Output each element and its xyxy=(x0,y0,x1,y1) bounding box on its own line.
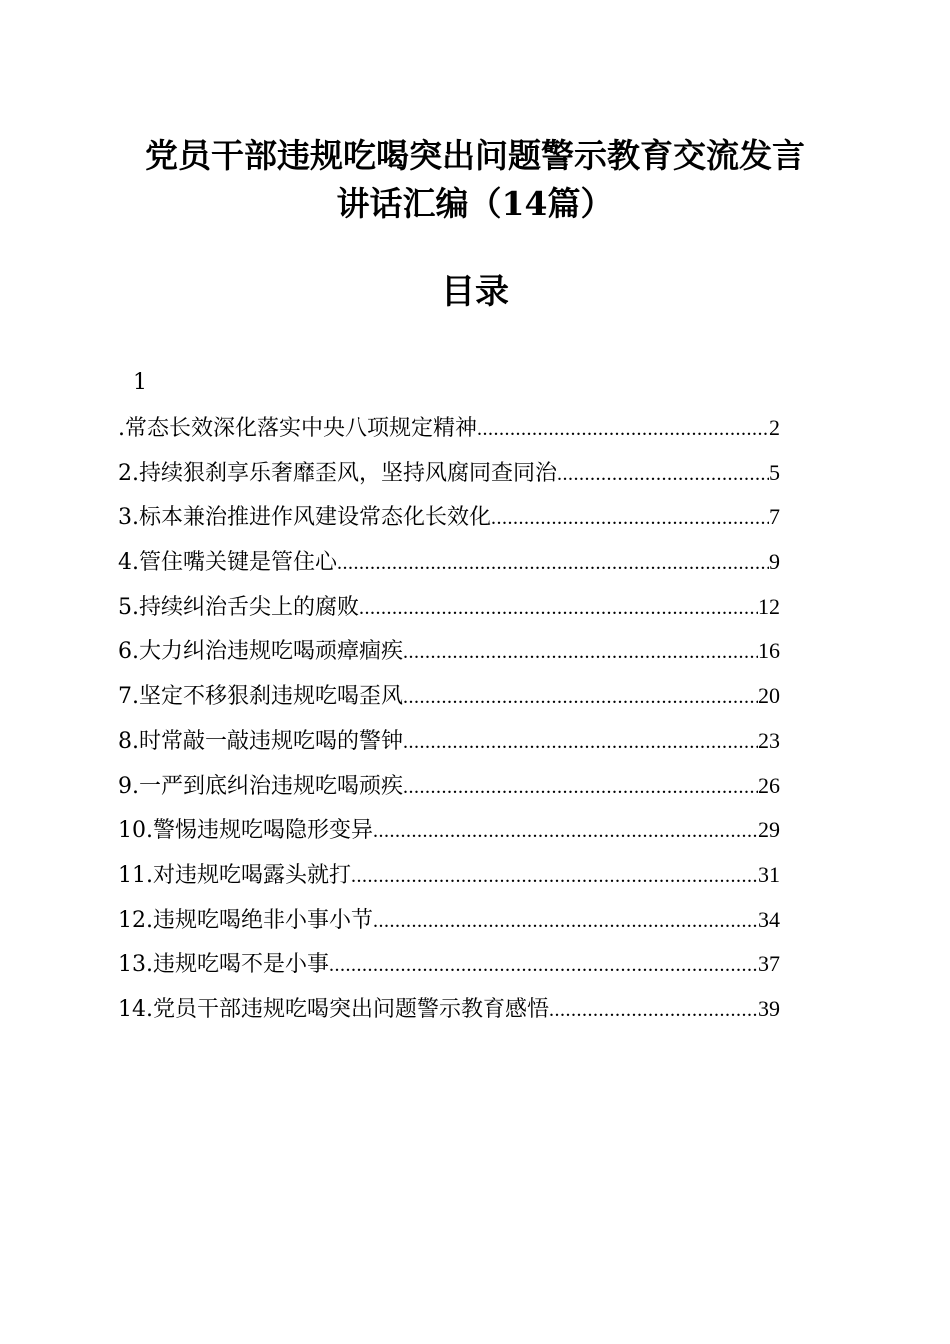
toc-item-page: 9 xyxy=(769,549,780,575)
toc-item-page: 23 xyxy=(758,727,780,753)
toc-item-page: 37 xyxy=(758,951,780,977)
document-title-line-2: 讲话汇编（14篇） xyxy=(336,184,614,223)
toc-leader-dots xyxy=(491,500,769,536)
toc-item-title: 4.管住嘴关键是管住心 xyxy=(118,550,337,576)
toc-item-title: 7.坚定不移狠刹违规吃喝歪风 xyxy=(118,684,403,710)
toc-item-page: 29 xyxy=(758,817,780,843)
toc-leader-dots xyxy=(373,903,758,939)
toc-item-title: .常态长效深化落实中央八项规定精神 xyxy=(118,416,477,441)
toc-item[interactable] xyxy=(118,991,780,1036)
toc-leader-dots xyxy=(329,947,758,983)
toc-item[interactable] xyxy=(118,633,780,678)
toc-leader-dots xyxy=(549,992,758,1028)
toc-item[interactable] xyxy=(118,589,780,634)
toc-item[interactable] xyxy=(118,410,780,455)
toc-leader-dots xyxy=(373,813,758,849)
toc-heading: 目录 xyxy=(441,272,509,312)
toc-item-title: 11.对违规吃喝露头就打 xyxy=(118,862,351,888)
toc-item-page: 5 xyxy=(769,459,780,485)
document-title xyxy=(60,132,890,228)
toc-item[interactable] xyxy=(118,812,780,857)
toc-item[interactable] xyxy=(118,723,780,768)
toc-leader-dots xyxy=(403,679,758,715)
toc-item-page: 20 xyxy=(758,683,780,709)
toc-leader-dots xyxy=(557,456,769,492)
toc-item-title: 5.持续纠治舌尖上的腐败 xyxy=(118,594,359,620)
toc-lead-number: 1 xyxy=(133,370,147,395)
toc-leader-dots xyxy=(403,724,758,760)
toc-item-title: 12.违规吃喝绝非小事小节 xyxy=(118,907,373,933)
toc-item[interactable] xyxy=(118,946,780,991)
table-of-contents xyxy=(118,410,780,1036)
toc-item-title: 3.标本兼治推进作风建设常态化长效化 xyxy=(118,505,491,531)
toc-item-title: 14.党员干部违规吃喝突出问题警示教育感悟 xyxy=(118,996,549,1022)
toc-item[interactable] xyxy=(118,455,780,500)
toc-item-title: 2.持续狠刹享乐奢靡歪风，坚持风腐同查同治 xyxy=(118,460,557,486)
toc-item-title: 8.时常敲一敲违规吃喝的警钟 xyxy=(118,728,403,754)
toc-leader-dots xyxy=(337,545,769,581)
toc-item-title: 10.警惕违规吃喝隐形变异 xyxy=(118,818,373,844)
toc-item-page: 16 xyxy=(758,638,780,664)
toc-item[interactable] xyxy=(118,768,780,813)
toc-leader-dots xyxy=(477,411,769,447)
toc-item-page: 26 xyxy=(758,772,780,798)
document-title-line-1: 党员干部违规吃喝突出问题警示教育交流发言 xyxy=(145,136,805,175)
toc-item-page: 34 xyxy=(758,906,780,932)
toc-leader-dots xyxy=(359,590,758,626)
toc-item-title: 6.大力纠治违规吃喝顽瘴痼疾 xyxy=(118,639,403,665)
toc-leader-dots xyxy=(403,634,758,670)
toc-item[interactable] xyxy=(118,678,780,723)
toc-item-page: 31 xyxy=(758,861,780,887)
toc-item-title: 13.违规吃喝不是小事 xyxy=(118,952,329,978)
toc-item[interactable] xyxy=(118,857,780,902)
toc-item-page: 2 xyxy=(769,415,780,440)
toc-item-page: 12 xyxy=(758,593,780,619)
toc-item-title: 9.一严到底纠治违规吃喝顽疾 xyxy=(118,773,403,799)
toc-item-page: 39 xyxy=(758,995,780,1021)
toc-item[interactable] xyxy=(118,902,780,947)
toc-leader-dots xyxy=(351,858,758,894)
toc-leader-dots xyxy=(403,769,758,805)
toc-item[interactable] xyxy=(118,499,780,544)
toc-item-page: 7 xyxy=(769,504,780,530)
toc-item[interactable] xyxy=(118,544,780,589)
